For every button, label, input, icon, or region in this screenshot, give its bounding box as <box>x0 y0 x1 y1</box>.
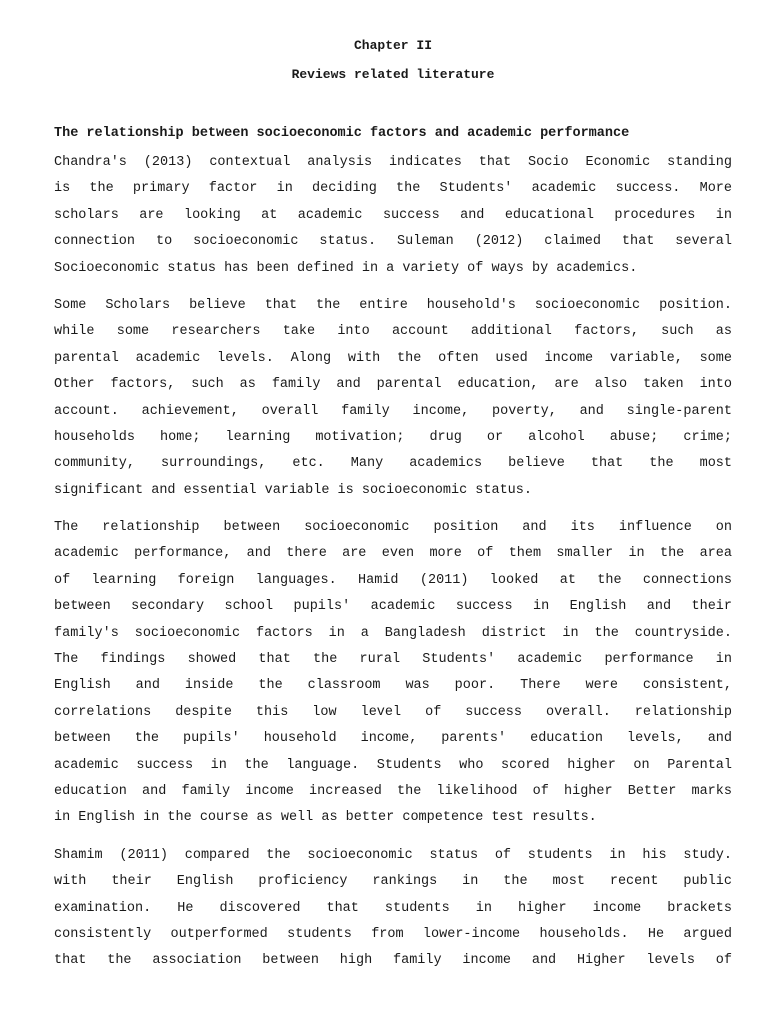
paragraph-line: households home; learning motivation; drug or alcohol abuse; crime; <box>54 429 732 445</box>
paragraph-line: examination. He discovered that students in higher income brackets <box>54 900 732 916</box>
paragraph-line: education and family income increased the likelihood of higher Better marks <box>54 783 732 799</box>
paragraph-line: parental academic levels. Along with the often used income variable, some <box>54 350 732 366</box>
paragraph-line: scholars are looking at academic success and educational procedures in <box>54 207 732 223</box>
paragraph-line: Some Scholars believe that the entire household's socioeconomic position. <box>54 297 732 313</box>
paragraph-line: family's socioeconomic factors in a Bangladesh district in the countryside. <box>54 625 732 641</box>
paragraph-line: academic performance, and there are even more of them smaller in the area <box>54 546 732 562</box>
paragraph-line: with their English proficiency rankings in the most recent public <box>54 874 732 890</box>
paragraph-line: between the pupils' household income, parents' education levels, and <box>54 731 732 747</box>
paragraph <box>54 150 732 282</box>
paragraph-line: between secondary school pupils' academic success in English and their <box>54 599 732 615</box>
paragraph-line: that the association between high family income and Higher levels of <box>54 953 732 969</box>
paragraph-line: account. achievement, overall family income, poverty, and single-parent <box>54 403 732 419</box>
document-page <box>54 0 732 1024</box>
paragraph-line: Other factors, such as family and parental education, are also taken into <box>54 377 732 393</box>
chapter-title: Chapter II <box>353 38 432 53</box>
paragraph-line: while some researchers take into account additional factors, such as <box>54 324 732 340</box>
paragraph <box>54 515 732 832</box>
paragraph-line: Chandra's (2013) contextual analysis indicates that Socio Economic standing <box>54 155 732 170</box>
paragraph-line: correlations despite this low level of success overall. relationship <box>54 704 732 720</box>
paragraph-line: academic success in the language. Students who scored higher on Parental <box>54 757 732 773</box>
section-heading: The relationship between socioeconomic factors and academic performance <box>54 126 630 141</box>
paragraph-line: The findings showed that the rural Students' academic performance in <box>54 652 732 668</box>
paragraph-line: The relationship between socioeconomic position and its influence on <box>54 520 732 536</box>
paragraph-line: consistently outperformed students from lower-income households. He argued <box>54 926 732 942</box>
paragraph-line: connection to socioeconomic status. Suleman (2012) claimed that several <box>54 234 732 250</box>
paragraph-line: Socioeconomic status has been defined in a variety of ways by academics. <box>54 260 638 276</box>
document-body <box>54 150 732 986</box>
chapter-subtitle: Reviews related literature <box>291 67 495 82</box>
paragraph-line: English and inside the classroom was poor. There were consistent, <box>54 678 732 694</box>
paragraph-line: community, surroundings, etc. Many academics believe that the most <box>54 456 732 472</box>
paragraph-line: Shamim (2011) compared the socioeconomic status of students in his study. <box>54 847 732 863</box>
paragraph <box>54 843 732 975</box>
paragraph-line: in English in the course as well as better competence test results. <box>54 810 597 826</box>
paragraph <box>54 293 732 504</box>
paragraph-line: significant and essential variable is socioeconomic status. <box>54 482 532 498</box>
paragraph-line: of learning foreign languages. Hamid (2011) looked at the connections <box>54 572 732 588</box>
paragraph-line: is the primary factor in deciding the Students' academic success. More <box>54 181 732 197</box>
